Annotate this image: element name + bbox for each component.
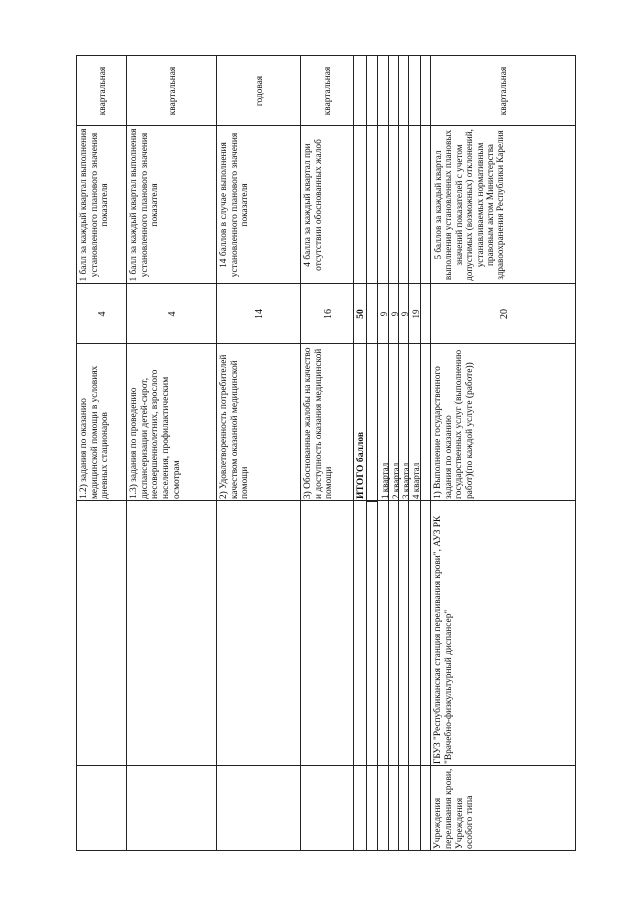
r1-institution-cell [76,500,127,766]
r1-points-cell-text [79,286,127,342]
total-institution-cell [353,500,367,766]
r4-points-cell [300,283,354,344]
r1-period-cell-text [79,58,127,124]
r4-points-cell-text [303,286,354,342]
r4-criterion-cell [300,125,354,284]
blood-period-cell-text [433,58,576,124]
r2-criterion-cell [126,125,217,284]
total-label-cell-text: ИТОГО баллов [355,431,366,499]
blood-org-type-cell [430,765,576,851]
blood-indicator-cell [430,343,576,501]
r1-criterion-cell [76,125,127,284]
r3-institution-cell [216,500,301,766]
r4-org-cell [300,765,354,851]
r2-points-cell [126,283,217,344]
blood-indicator-cell-text: 1) Выполнение государственного задания по оказанию государственных услуг (выполнению работ)(по каждой услуге (работе)) [433,349,475,499]
r2-indicator-cell-text: 1.3) задания по проведению диспансеризации детей-сирот, несовершеннолетних, взрослого населения, профилактическим осмотрам [129,369,182,499]
total-points-cell-inner: 50 [356,309,367,319]
r1-points-cell [76,283,127,344]
r3-period-cell-text [219,58,301,124]
quarter-label-cell-text: 4 квартал [411,462,421,499]
r3-criterion-cell [216,125,301,284]
blood-period-cell-inner: квартальная [499,66,510,116]
total-points-cell [353,283,367,344]
blood-org-type-cell-text: Учреждения переливания крови, Учреждения особого типа [432,768,476,849]
blood-criterion-cell [430,125,576,284]
r2-period-cell-inner: квартальная [167,66,178,116]
total-label-cell [353,343,367,501]
r1-period-cell [76,55,127,126]
r1-points-cell-inner: 4 [97,311,109,317]
r3-period-cell-inner: годовая [254,75,265,107]
r3-points-cell-inner: 14 [254,309,266,319]
r4-period-cell [300,55,354,126]
blood-criterion-cell-text: 5 баллов за каждый квартал выполнения установленных плановых значений показателей с учетом допустимых (возможных) отклонений, устанавливаемых нормативным правовым актом Министерства здравоохранения Республики Карелия [433,129,506,281]
r4-criterion-cell-text: 4 балла за каждый квартал при отсутствии обоснованных жалоб [303,139,324,271]
r2-indicator-cell [126,343,217,501]
r4-period-cell-inner: квартальная [323,66,334,116]
r3-org-cell [216,765,301,851]
total-period-cell [353,55,367,126]
r3-indicator-cell [216,343,301,501]
r3-points-cell [216,283,301,344]
blood-institutions-cell-text: ГБУЗ "Республиканская станция переливания крови", АУЗ РК "Врачебно-физкультурный диспансер" [433,515,454,764]
quarter-label-cell-text: 3 квартал [401,462,411,499]
r2-period-cell-text [129,58,217,124]
r1-indicator-cell [76,343,127,501]
blood-points-cell [430,283,576,344]
r2-points-cell-inner: 4 [167,311,179,317]
r1-criterion-cell-text: 1 балл за каждый квартал выполнения установленного планового значения показателя [79,128,111,282]
r4-institution-cell [300,500,354,766]
r2-org-cell [126,765,217,851]
total-criterion-cell [353,125,367,284]
r4-indicator-cell-text: 3) Обоснованные жалобы на качество и доступность оказания медицинской помощи [303,347,335,499]
blood-period-cell [430,55,576,126]
quarter-label-cell-text: 2 квартал [391,462,401,499]
r1-period-cell-inner: квартальная [97,66,108,116]
r3-points-cell-text [219,286,301,342]
r1-indicator-cell-text: 1.2) задания по оказанию медицинской помощи в условиях дневных стационаров [79,365,111,499]
quarter-points-cell-inner: 9 [389,311,400,317]
r4-points-cell-inner: 16 [322,309,334,319]
blood-points-cell-text [433,286,576,342]
quarter-label-cell-text: 1 квартал [380,462,390,499]
r3-period-cell [216,55,301,126]
blood-institutions-cell [430,500,576,766]
quarter-points-cell-inner: 9 [399,311,410,317]
r2-criterion-cell-text: 1 балл за каждый квартал выполнения установленного планового значения показателя [129,128,161,282]
r2-points-cell-text [129,286,217,342]
total-org-cell [353,765,367,851]
r3-criterion-cell-text: 14 баллов в случае выполнения установленного планового значения показателя [219,132,251,278]
r4-period-cell-text [303,58,354,124]
r4-indicator-cell [300,343,354,501]
quarter-points-cell-inner: 19 [410,309,421,319]
quarter-points-cell-inner: 9 [379,311,390,317]
r2-institution-cell [126,500,217,766]
r2-period-cell [126,55,217,126]
blood-points-cell-inner: 20 [498,309,510,319]
r1-org-cell [76,765,127,851]
r3-indicator-cell-text: 2) Удовлетворенность потребителей качеством оказанной медицинской помощи [219,354,251,499]
